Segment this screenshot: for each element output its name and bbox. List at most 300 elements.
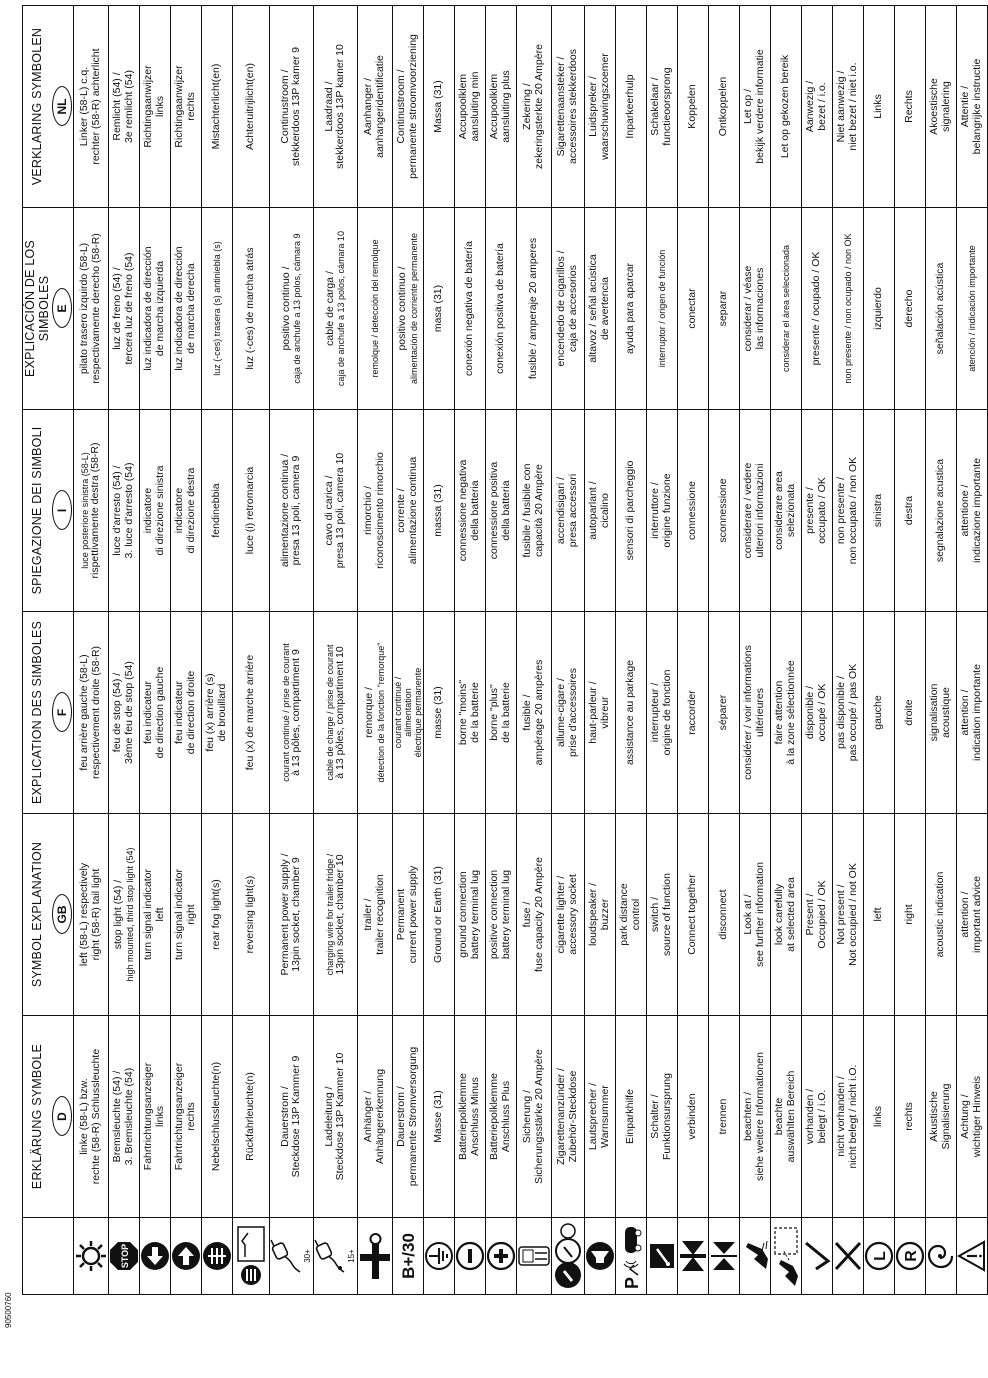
cell-line: disponible / (804, 685, 817, 740)
translation-cell (74, 6, 109, 208)
cell-line: rispettivamente destra (58-R) (89, 442, 102, 579)
symbol-cell (140, 1218, 171, 1295)
cell-line: aansluiting min (469, 71, 482, 142)
translation-cell (616, 410, 647, 612)
code-cell (51, 208, 74, 410)
cell-line: ampérage 20 ampères (533, 659, 546, 766)
symbol-cell (616, 1218, 647, 1295)
table-row (957, 6, 988, 1295)
translation-cell (771, 1016, 802, 1218)
info-hand-icon (740, 1220, 770, 1292)
cell-line: luz (-ces) trasera (s) antiniebla (s) (211, 241, 222, 376)
table-row (392, 6, 423, 1295)
language-code-badge: F (52, 693, 72, 733)
translation-cell (647, 612, 678, 814)
svg-text:STOP: STOP (120, 1243, 130, 1269)
translation-cell (802, 208, 833, 410)
cell-line: atención / indicación importante (967, 245, 978, 372)
svg-text:L: L (872, 1251, 890, 1261)
cell-line: beachte (773, 1097, 786, 1136)
table-row (455, 6, 486, 1295)
translation-cell (802, 410, 833, 612)
translation-cell (313, 208, 357, 410)
translation-cell (140, 612, 171, 814)
cell-line: Continustroom / (278, 69, 291, 144)
cell-line: de marcha derecha (185, 263, 197, 354)
cell-line: feu arrière gauche (58-L) (78, 654, 91, 771)
cell-line: belangrijke instructie (971, 58, 984, 155)
translation-cell (833, 612, 864, 814)
cell-line: cable de carga / (323, 271, 336, 346)
cell-line: faire attention (773, 680, 786, 745)
translation-cell (552, 6, 585, 208)
cell-line: fusible / (521, 694, 534, 731)
translation-cell (647, 814, 678, 1016)
code-cell-empty (51, 1218, 74, 1295)
acoustic-signal-icon (926, 1220, 956, 1292)
translation-cell (771, 208, 802, 410)
translation-cell (109, 6, 140, 208)
cell-line: presa accessori (567, 473, 580, 548)
cell-line: stekkerdoos 13P kamer 9 (290, 47, 303, 166)
cell-line: 3e remlicht (54) (123, 70, 135, 143)
cell-line: links (872, 1106, 885, 1128)
cell-line: auswählten Bereich (785, 1070, 798, 1163)
code-cell (51, 814, 74, 1016)
symbol-cell (771, 1218, 802, 1295)
translation-cell (517, 1016, 552, 1218)
cell-line: feu (x) arrière (s) (204, 673, 217, 752)
symbol-cell (109, 1218, 140, 1295)
cell-line: rear fog light(s) (210, 879, 223, 950)
header-symbol (23, 1218, 52, 1295)
cell-line: Achteruitrijlicht(en) (244, 63, 257, 150)
pin-label: 30+ (303, 1249, 312, 1263)
table-row (140, 6, 171, 1295)
cell-line: luz indicadora de dirección (142, 246, 155, 371)
cell-line: Anschluss Plus (500, 1080, 513, 1153)
cell-line: stekkerdoos 13P kamer 10 (334, 44, 347, 169)
cell-line: Batteriepolklemme (488, 1073, 501, 1160)
cell-line: presente / ocupado / OK (810, 251, 823, 366)
cell-line: capacità 20 Ampère (533, 464, 546, 557)
translation-cell (552, 612, 585, 814)
cell-line: de marcha izquierda (154, 260, 166, 357)
cell-line: segnalazione acustica (934, 458, 947, 563)
translation-cell (926, 410, 957, 612)
cell-line: interruttore / (649, 482, 662, 539)
cell-line: nicht belegt / nicht i.O. (847, 1064, 860, 1169)
cell-line: 3. Bremsleuchte (54) (123, 1067, 135, 1166)
cell-line: Masse (31) (432, 1090, 445, 1143)
cell-line: destra (903, 495, 916, 526)
cell-line: respectivement droite (58-R) (90, 645, 102, 780)
translation-cell (740, 612, 771, 814)
cell-line: Zigarettenanzünder / (555, 1068, 568, 1165)
cell-line: raccorder (686, 690, 699, 735)
cell-line: remorque / (362, 687, 375, 738)
cell-line: izquierdo (872, 287, 885, 330)
cell-line: caja de anchufe a 13 polos, cámara 10 (336, 230, 347, 387)
table-row (771, 6, 802, 1295)
symbol-cell (802, 1218, 833, 1295)
cell-line: luz (-ces) de marcha atrás (244, 247, 257, 370)
cell-line: massa (31) (432, 484, 445, 537)
translation-cell (313, 612, 357, 814)
translation-cell (455, 208, 486, 410)
turn-left-icon (140, 1220, 170, 1292)
translation-cell (313, 1016, 357, 1218)
table-row (109, 6, 140, 1295)
cell-line: Let op gekozen bereik (779, 54, 792, 159)
translation-cell (802, 612, 833, 814)
translation-cell (392, 208, 423, 410)
translation-cell (957, 410, 988, 612)
translation-cell (678, 814, 709, 1016)
cell-line: Sicherung / (521, 1089, 534, 1144)
table-row (357, 6, 392, 1295)
cell-line: important advice (971, 875, 984, 954)
translation-cell (678, 6, 709, 208)
cell-line: señalación acústica (934, 262, 947, 355)
cell-line: considerare / vedere (742, 462, 755, 559)
cell-line: presente / (804, 487, 817, 534)
cell-line: della batteria (500, 480, 513, 541)
cell-line: Dauerstrom / (278, 1086, 291, 1147)
cell-line: Continustroom / (395, 69, 408, 144)
translation-cell (895, 6, 926, 208)
translation-cell (517, 612, 552, 814)
symbol-cell (202, 1218, 233, 1295)
translation-cell (895, 814, 926, 1016)
cell-line: Achtung / (959, 1094, 972, 1139)
cell-line: rechts (185, 92, 197, 121)
cell-line: gauche (872, 695, 885, 730)
translation-cell (864, 814, 895, 1016)
cell-line: rechte (58-R) Schlussleuchte (90, 1048, 102, 1185)
symbol-cell (647, 1218, 678, 1295)
translation-cell (109, 814, 140, 1016)
cell-line: Not present / (835, 884, 848, 945)
stop-light-icon (109, 1220, 139, 1292)
cell-line: loudspeaker / (587, 882, 600, 947)
cell-line: disconnect (717, 889, 730, 940)
translation-cell (233, 6, 270, 208)
cell-line: 13pin socket, chamber 10 (333, 854, 346, 975)
cell-line: sinistra (872, 493, 885, 528)
table-row (424, 6, 455, 1295)
table-body (74, 6, 988, 1295)
cell-line: bezet / i.o. (816, 82, 829, 131)
translation-cell (424, 1016, 455, 1218)
translation-cell (864, 6, 895, 208)
cell-line: aanhangeridentificatie (373, 55, 386, 158)
cell-line: Zekering / (521, 83, 534, 130)
translation-cell (926, 6, 957, 208)
cell-line: beachten / (742, 1091, 755, 1142)
header-fr: EXPLICATION DES SIMBOLES (23, 612, 52, 814)
translation-cell (740, 814, 771, 1016)
cell-line: di direzione destra (185, 467, 197, 554)
cell-line: occupé / OK (816, 683, 829, 742)
cell-line: séparer (717, 694, 730, 731)
cell-line: Ground or Earth (31) (432, 866, 445, 963)
cell-line: respectivamente derecho (58-R) (90, 233, 102, 384)
cell-line: sconnessione (717, 478, 730, 543)
translation-cell (270, 6, 314, 208)
cell-line: prise d'accessoires (567, 668, 580, 757)
cell-line: Anschluss Minus (469, 1077, 482, 1156)
cell-line: accessoires stekkerdoos (567, 49, 580, 164)
header-gb: SYMBOL EXPLANATION (23, 814, 52, 1016)
translation-cell (202, 6, 233, 208)
cell-line: alimentazione continua / (278, 453, 291, 568)
cell-line: Schalter / (649, 1094, 662, 1139)
translation-cell (455, 410, 486, 612)
cell-line: attention / (959, 689, 972, 736)
cell-line: de direction droite (185, 670, 197, 755)
disconnect-icon (709, 1220, 739, 1292)
cell-line: links (154, 1106, 166, 1128)
left-l-icon (864, 1220, 894, 1292)
translation-cell (709, 410, 740, 612)
symbol-cell (517, 1218, 552, 1295)
translation-cell (552, 410, 585, 612)
cell-line: Massa (31) (432, 80, 445, 133)
cell-line: luz indicadora de dirección (173, 246, 186, 371)
table-row (616, 6, 647, 1295)
cell-line: alimentation (402, 688, 413, 737)
cell-line: masse (31) (432, 686, 445, 739)
header-de: ERKLÄRUNG SYMBOLE (23, 1016, 52, 1218)
cell-line: indication importante (971, 664, 984, 761)
cell-line: Fahrtrichtungsanzeiger (142, 1062, 155, 1171)
cell-line: see further information (754, 861, 767, 968)
cell-line: charging wire for trailer fridge / (324, 853, 335, 976)
cell-line: Schakelaar / (649, 77, 662, 136)
cell-line: borne "moins" (457, 679, 470, 746)
translation-cell (678, 612, 709, 814)
symbol-cell (926, 1218, 957, 1295)
translation-cell (392, 612, 423, 814)
pin-label: 15+ (346, 1249, 356, 1263)
cell-line: Let op / (742, 88, 755, 125)
cell-line: Funktionsursprung (661, 1073, 674, 1160)
translation-cell (864, 612, 895, 814)
table-row (171, 6, 202, 1295)
cell-line: battery terminal lug (469, 869, 482, 960)
cell-line: allume-cigare / (555, 678, 568, 747)
translation-cell (357, 410, 392, 612)
cell-line: feu (x) de marche arrière (244, 654, 257, 771)
cell-line: bekijk verdere informatie (754, 49, 767, 164)
translation-cell (647, 6, 678, 208)
cell-line: électrique permanente (413, 667, 424, 758)
translation-cell (455, 1016, 486, 1218)
cell-line: considerare area (773, 471, 786, 550)
cell-line: rimorchio / (362, 486, 375, 536)
cell-line: pas disponible / (835, 676, 848, 749)
translation-cell (392, 6, 423, 208)
symbol-label: B+/30 (398, 1233, 418, 1279)
cell-line: Steckdose 13P Kammer 9 (290, 1055, 303, 1178)
cell-line: Aanhanger / (362, 77, 375, 136)
translation-cell (926, 612, 957, 814)
header-nl: VERKLARING SYMBOLEN (23, 6, 52, 208)
cell-line: positivo continuo / (396, 266, 409, 351)
cell-line: separar (717, 290, 730, 327)
cell-line: ulteriori informazioni (754, 463, 767, 558)
cell-line: rechter (58-R) achterlicht (90, 48, 102, 165)
cell-line: current power supply (407, 865, 420, 964)
translation-cell (709, 612, 740, 814)
symbol-cell (392, 1218, 423, 1295)
cell-line: Ladeleitung / (322, 1086, 335, 1147)
translation-cell (357, 1016, 392, 1218)
table-row (895, 6, 926, 1295)
svg-text:P: P (622, 1276, 643, 1289)
cell-line: permanente Stromversorgung (407, 1046, 420, 1187)
translation-cell (424, 410, 455, 612)
translation-cell (424, 814, 455, 1016)
translation-cell (552, 208, 585, 410)
cell-line: attentione / (959, 484, 972, 537)
translation-cell (109, 612, 140, 814)
cell-line: linke (58-L) bzw. (78, 1078, 91, 1155)
battery-plus-icon (486, 1220, 516, 1292)
cell-line: Signalisierung (940, 1083, 953, 1150)
table-row (486, 6, 517, 1295)
translation-cell (616, 208, 647, 410)
translation-cell (424, 208, 455, 410)
translation-cell (895, 1016, 926, 1218)
language-code-badge: NL (52, 87, 72, 127)
cell-line: stop light (54) / (112, 879, 125, 950)
cell-line: détection de la fonction "remorque" (375, 642, 386, 783)
turn-right-icon (171, 1220, 201, 1292)
cell-line: Laadraad / (322, 81, 335, 132)
cell-line: cigarette lighter / (555, 875, 568, 954)
translation-cell (957, 6, 988, 208)
translation-cell (678, 1016, 709, 1218)
cell-line: ayuda para aparcar (624, 262, 637, 355)
loudspeaker-icon (585, 1220, 615, 1292)
cell-line: encendedo de cigarillos / (555, 250, 568, 367)
cell-line: Accupoolklem (488, 73, 501, 140)
cell-line: links (154, 96, 166, 118)
ground-icon (424, 1220, 454, 1292)
cell-line: attention / (959, 891, 972, 938)
cell-line: interruptor / origen de función (657, 249, 668, 368)
translation-cell (864, 1016, 895, 1218)
translation-cell (957, 208, 988, 410)
cell-line: Richtingaanwijzer (142, 65, 155, 148)
translation-cell (517, 208, 552, 410)
cigarette-lighter-icon (552, 1220, 584, 1292)
translation-cell (926, 208, 957, 410)
cell-line: à la zone sélectionnée (785, 660, 798, 765)
cell-line: connessione (686, 481, 699, 540)
translation-cell (616, 1016, 647, 1218)
table-row (740, 6, 771, 1295)
cell-line: right (58-R) tail light (90, 868, 102, 961)
translation-cell (140, 410, 171, 612)
translation-cell (709, 814, 740, 1016)
cell-line: Luidspreker / (587, 76, 600, 137)
translation-cell (171, 1016, 202, 1218)
cell-line: Look at / (742, 894, 755, 935)
translation-cell (74, 208, 109, 410)
cell-line: de la batterie (500, 682, 513, 743)
cell-line: di direzione sinistra (154, 465, 166, 556)
cell-line: positive connection (488, 869, 501, 960)
code-cell (51, 1016, 74, 1218)
cell-line: trailer recognition (373, 874, 386, 955)
cell-line: de avertencia (599, 276, 612, 341)
translation-cell (678, 208, 709, 410)
cell-line: Accupoolklem (457, 73, 470, 140)
cell-line: cavo di carica / (322, 475, 335, 546)
cell-line: control (630, 898, 643, 931)
cell-line: fuse capacity 20 Ampère (533, 857, 546, 972)
cell-line: droite (903, 699, 916, 726)
translation-cell (771, 6, 802, 208)
warning-triangle-icon (957, 1220, 987, 1292)
symbol-cell (957, 1218, 988, 1295)
table-row (647, 6, 678, 1295)
cell-line: fusible / amperaje 20 amperes (527, 237, 540, 380)
cell-line: Batteriepolklemme (457, 1073, 470, 1160)
symbol-table (22, 5, 988, 1295)
translation-cell (585, 410, 616, 612)
cell-line: 13pin socket, chamber 9 (290, 857, 303, 972)
translation-cell (455, 612, 486, 814)
cell-line: à 13 pôles, compartiment 10 (333, 646, 346, 779)
cell-line: niet bezet / niet i.o. (847, 62, 860, 151)
cell-line: switch / (649, 897, 662, 933)
translation-cell (771, 612, 802, 814)
cell-line: trailer / (362, 898, 375, 931)
cell-line: interrupteur / (649, 682, 662, 743)
rear-fog-light-icon (202, 1220, 232, 1292)
cell-line: masa (31) (432, 284, 445, 333)
cell-line: Attentie / (959, 85, 972, 128)
translation-cell (171, 410, 202, 612)
table-row (233, 6, 270, 1295)
translation-cell (802, 1016, 833, 1218)
translation-cell (926, 1016, 957, 1218)
translation-cell (802, 6, 833, 208)
cell-line: à 13 pôles, compartiment 9 (289, 649, 302, 776)
cell-line: functieoorsprong (661, 67, 674, 146)
cell-line: Lautsprecher / (587, 1082, 600, 1151)
cell-line: vorhanden / (804, 1088, 817, 1145)
translation-cell (486, 814, 517, 1016)
translation-cell (392, 410, 423, 612)
cell-line: Zubehör-Steckdose (567, 1070, 580, 1163)
cell-line: della batteria (469, 480, 482, 541)
cell-line: conexión negativa de batería (463, 241, 476, 376)
cell-line: Akustische (928, 1091, 941, 1142)
symbol-cell (864, 1218, 895, 1295)
translation-cell (233, 1016, 270, 1218)
symbol-cell (171, 1218, 202, 1295)
translation-cell (709, 208, 740, 410)
translation-cell (552, 814, 585, 1016)
cell-line: right (903, 904, 916, 925)
cell-line: left (58-L) respectively (78, 862, 91, 967)
cell-line: corrente / (395, 488, 408, 533)
